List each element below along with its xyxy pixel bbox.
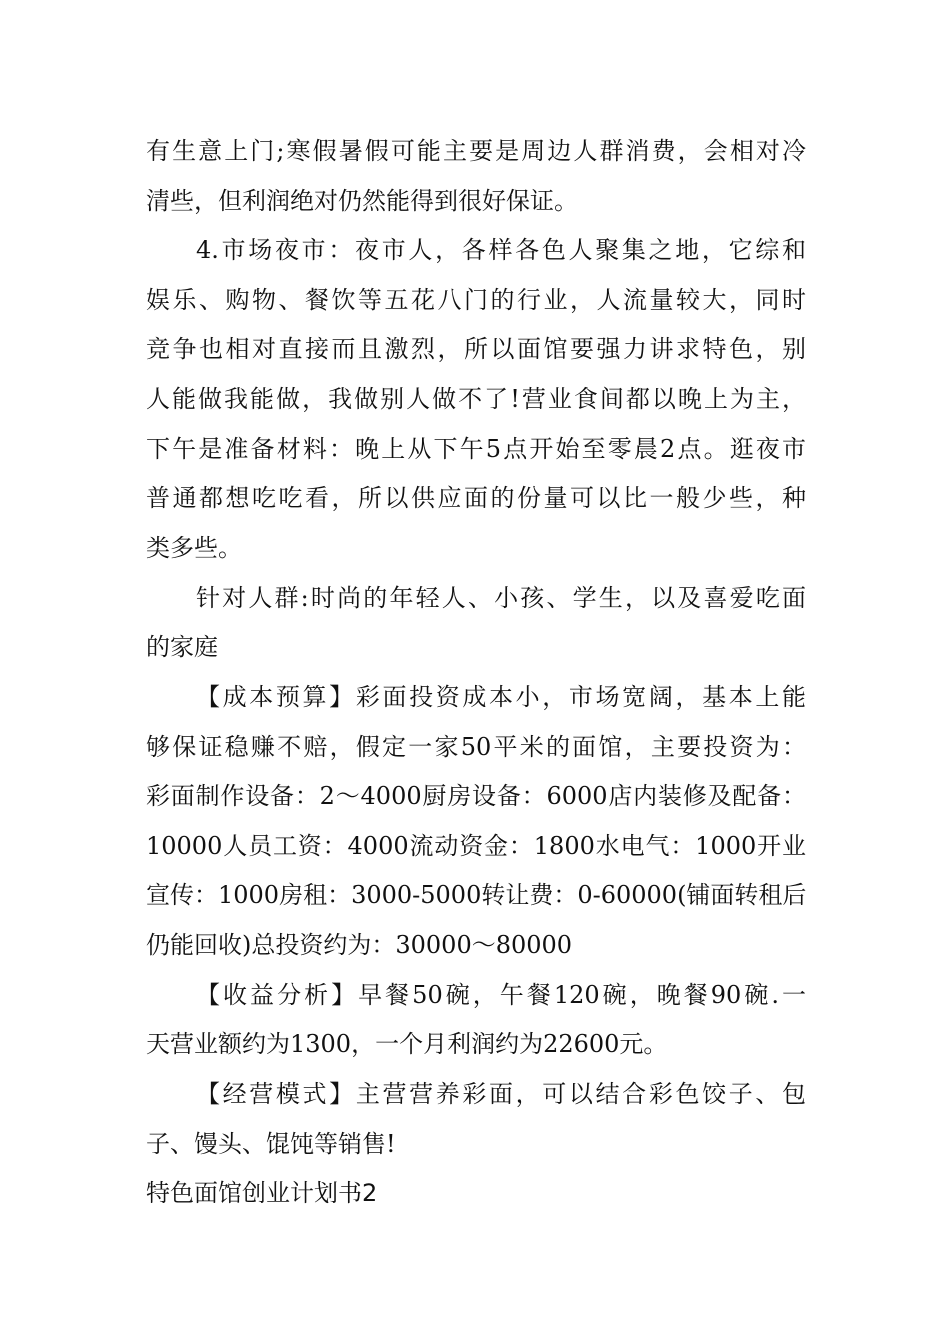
text-line: 子、馒头、馄饨等销售! (146, 1130, 396, 1158)
text-line: 娱乐、购物、餐饮等五花八门的行业，人流量较大，同时 (146, 286, 806, 314)
text-line: 普通都想吃吃看，所以供应面的份量可以比一般少些，种 (146, 484, 806, 512)
text-line: 的家庭 (146, 633, 218, 661)
section-heading: 特色面馆创业计划书2 (146, 1179, 378, 1207)
text-line: 针对人群:时尚的年轻人、小孩、学生，以及喜爱吃面 (196, 584, 806, 612)
text-line: 【成本预算】彩面投资成本小，市场宽阔，基本上能 (196, 683, 806, 711)
text-line: 天营业额约为1300，一个月利润约为22600元。 (146, 1030, 668, 1058)
text-line: 人能做我能做，我做别人做不了!营业食间都以晚上为主， (146, 385, 806, 413)
text-line: 彩面制作设备：2～4000厨房设备：6000店内装修及配备： (146, 782, 806, 810)
text-line: 竞争也相对直接而且激烈，所以面馆要强力讲求特色，别 (146, 335, 806, 363)
text-line: 10000人员工资：4000流动资金：1800水电气：1000开业 (146, 832, 806, 860)
text-line: 够保证稳赚不赔，假定一家50平米的面馆，主要投资为： (146, 733, 806, 761)
text-line: 【经营模式】主营营养彩面，可以结合彩色饺子、包 (196, 1080, 806, 1108)
text-line: 下午是准备材料：晚上从下午5点开始至零晨2点。逛夜市 (146, 435, 806, 463)
text-line: 类多些。 (146, 534, 242, 562)
text-line: 有生意上门;寒假暑假可能主要是周边人群消费，会相对冷 (146, 137, 806, 165)
text-line: 【收益分析】早餐50碗，午餐120碗，晚餐90碗.一 (196, 981, 806, 1009)
text-line: 清些，但利润绝对仍然能得到很好保证。 (146, 187, 578, 215)
text-line: 宣传：1000房租：3000-5000转让费：0-60000(铺面转租后 (146, 881, 807, 909)
text-line: 仍能回收)总投资约为：30000～80000 (146, 931, 573, 959)
text-line: 4.市场夜市：夜市人，各样各色人聚集之地，它综和 (196, 236, 806, 264)
